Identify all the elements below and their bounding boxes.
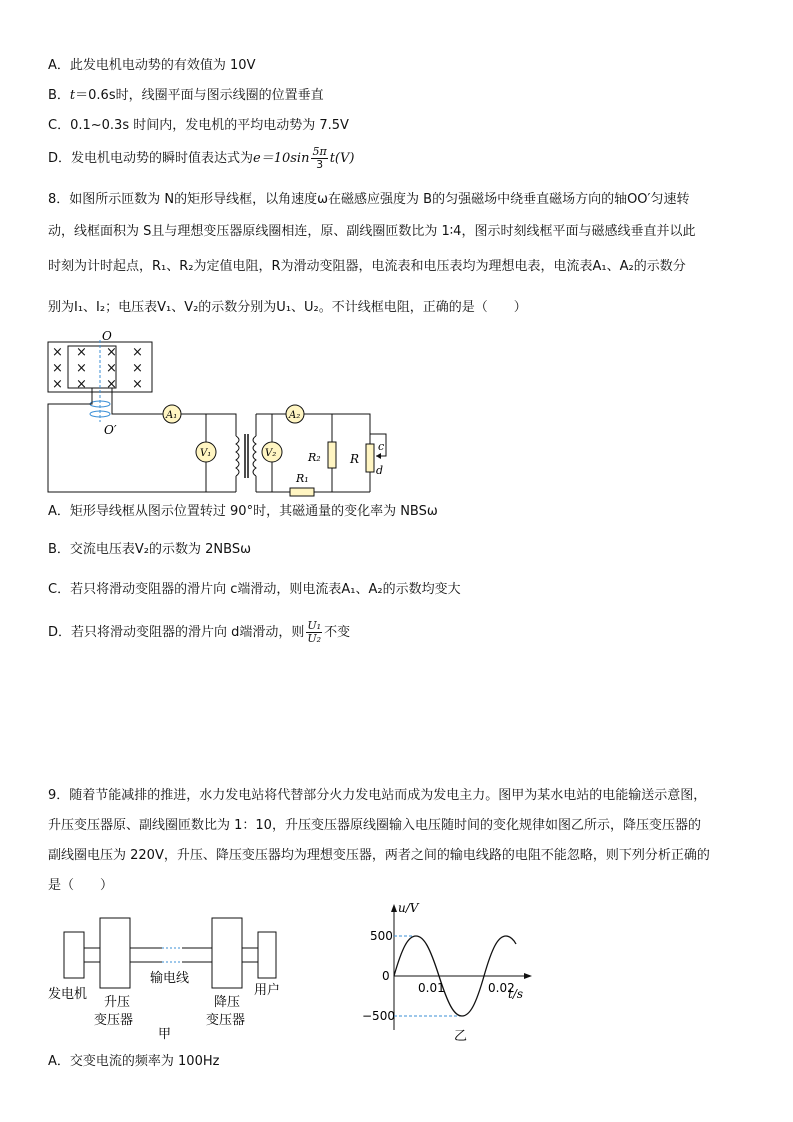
step-down-label-1: 降压	[214, 995, 241, 1010]
q8-option-d	[48, 620, 350, 645]
transmission-line-label: 输电线	[150, 971, 190, 986]
q8-option-a: A．矩形导线框从图示位置转过 90°时，其磁通量的变化率为 NBSω	[48, 504, 438, 519]
q9-stem-line-3: 副线圈电压为 220V，升压、降压变压器均为理想变压器，两者之间的输电线路的电阻不能忽略，则下列分析正确的	[48, 848, 710, 863]
q8-stem-line-1: 8．如图所示匝数为 N的矩形导线框，以角速度ω在磁感应强度为 B的匀强磁场中绕垂直磁场方向的轴OO′匀速转	[48, 192, 690, 207]
generator-label: 发电机	[48, 987, 88, 1002]
resistor-r2-label: R₂	[308, 451, 321, 464]
frac-denominator: U₂	[307, 632, 322, 645]
q8-stem-line-2: 动，线框面积为 S且与理想变压器原线圈相连，原、副线圈匝数比为 1∶4，图示时刻线框平面与磁感线垂直并以此	[48, 224, 696, 239]
x-tick-001: 0.01	[418, 981, 445, 995]
rheostat-r-label: R	[350, 452, 360, 466]
field-cross: ×	[132, 377, 143, 392]
field-cross: ×	[52, 377, 63, 392]
q7-option-a: A．此发电机电动势的有效值为 10V	[48, 58, 256, 73]
ammeter-a1-label: A₁	[166, 410, 178, 421]
wire	[48, 388, 236, 492]
y-axis-arrow-icon	[391, 904, 397, 912]
resistor-r2	[328, 442, 336, 468]
step-down-label-2: 变压器	[206, 1013, 246, 1028]
secondary-coil	[253, 436, 256, 476]
field-cross: ×	[106, 345, 117, 360]
field-cross: ×	[132, 361, 143, 376]
primary-coil	[236, 436, 239, 476]
label-c: c	[378, 440, 385, 453]
ammeter-a2-label: A₂	[289, 410, 301, 421]
y-axis-label: u/V	[398, 901, 419, 915]
resistor-r1-label: R₁	[296, 472, 309, 485]
q7-option-b	[48, 86, 324, 106]
frac-numerator: 5π	[312, 145, 327, 158]
label-o: O	[102, 329, 112, 343]
field-cross: ×	[132, 345, 143, 360]
field-cross: ×	[76, 361, 87, 376]
field-cross: ×	[106, 377, 117, 392]
field-cross: ×	[52, 361, 63, 376]
resistor-r1	[290, 488, 314, 496]
q8-option-d-prefix: D．若只将滑动变阻器的滑片向 d端滑动，则	[48, 625, 305, 640]
q9-stem-line-1: 9．随着节能减排的推进，水力发电站将代替部分火力发电站而成为发电主力。图甲为某水电站的电能输送示意图，	[48, 788, 707, 803]
slider-arrow-icon	[376, 453, 381, 459]
step-down-transformer-box	[212, 918, 242, 988]
field-cross: ×	[106, 361, 117, 376]
field-crosses	[52, 345, 143, 392]
rheostat-r	[366, 444, 374, 472]
wire	[181, 414, 236, 436]
x-axis-arrow-icon	[524, 973, 532, 979]
step-up-transformer-box	[100, 918, 130, 988]
figure-yi-caption: 乙	[454, 1029, 468, 1044]
transformer-circuit-diagram	[40, 326, 400, 502]
field-cross: ×	[52, 345, 63, 360]
q7-option-c: C．0.1~0.3s 时间内，发电机的平均电动势为 7.5V	[48, 118, 349, 133]
q7-option-b-text: ＝0.6s时，线圈平面与图示线圈的位置垂直	[75, 88, 324, 103]
power-transmission-diagram	[46, 910, 296, 1040]
label-d: d	[376, 464, 384, 477]
q8-option-d-fraction	[306, 620, 322, 645]
q7-option-d-formula-pre: e＝10sin	[253, 151, 310, 166]
voltage-waveform-graph	[360, 900, 540, 1046]
q7-option-b-prefix: B．	[48, 88, 70, 103]
voltmeter-v1-label: V₁	[200, 448, 212, 459]
q7-option-d	[48, 146, 354, 171]
q8-stem-line-3: 时刻为计时起点，R₁、R₂为定值电阻，R为滑动变阻器，电流表和电压表均为理想电表，电流表A₁、A₂的示数分	[48, 259, 686, 274]
field-cross: ×	[76, 345, 87, 360]
figure-jia-caption: 甲	[158, 1027, 172, 1040]
q9-stem-line-4: 是（ ）	[48, 878, 114, 893]
x-tick-002: 0.02	[488, 981, 515, 995]
q7-option-b-var: t	[69, 88, 76, 103]
q8-option-c: C．若只将滑动变阻器的滑片向 c端滑动，则电流表A₁、A₂的示数均变大	[48, 582, 461, 597]
user-label: 用户	[254, 983, 281, 998]
q7-option-d-formula-post: t(V)	[329, 151, 355, 166]
step-up-label-2: 变压器	[94, 1013, 134, 1028]
q7-option-d-fraction	[311, 146, 327, 171]
y-tick-positive: 500	[370, 929, 393, 943]
frac-numerator: U₁	[307, 619, 322, 632]
field-cross: ×	[76, 377, 87, 392]
voltmeter-v2-label: V₂	[265, 448, 277, 459]
q8-option-d-suffix: 不变	[324, 625, 351, 640]
q9-option-a: A．交变电流的频率为 100Hz	[48, 1054, 220, 1069]
step-up-label-1: 升压	[104, 995, 131, 1010]
y-tick-negative: −500	[362, 1009, 395, 1023]
x-axis-label: t/s	[508, 987, 524, 1001]
q8-option-b: B．交流电压表V₂的示数为 2NBSω	[48, 542, 251, 557]
wire	[304, 414, 370, 434]
frac-denominator: 3	[316, 158, 324, 171]
q8-stem-line-4: 别为I₁、I₂；电压表V₁、V₂的示数分别为U₁、U₂。不计线框电阻，正确的是（ ）	[48, 300, 527, 315]
q9-stem-line-2: 升压变压器原、副线圈匝数比为 1：10，升压变压器原线圈输入电压随时间的变化规律如图乙所示，降压变压器的	[48, 818, 701, 833]
user-box	[258, 932, 276, 978]
q7-option-d-prefix: D．发电机电动势的瞬时值表达式为	[48, 151, 254, 166]
label-o-prime: O′	[104, 423, 117, 437]
origin-label: 0	[382, 969, 390, 983]
generator-box	[64, 932, 84, 978]
